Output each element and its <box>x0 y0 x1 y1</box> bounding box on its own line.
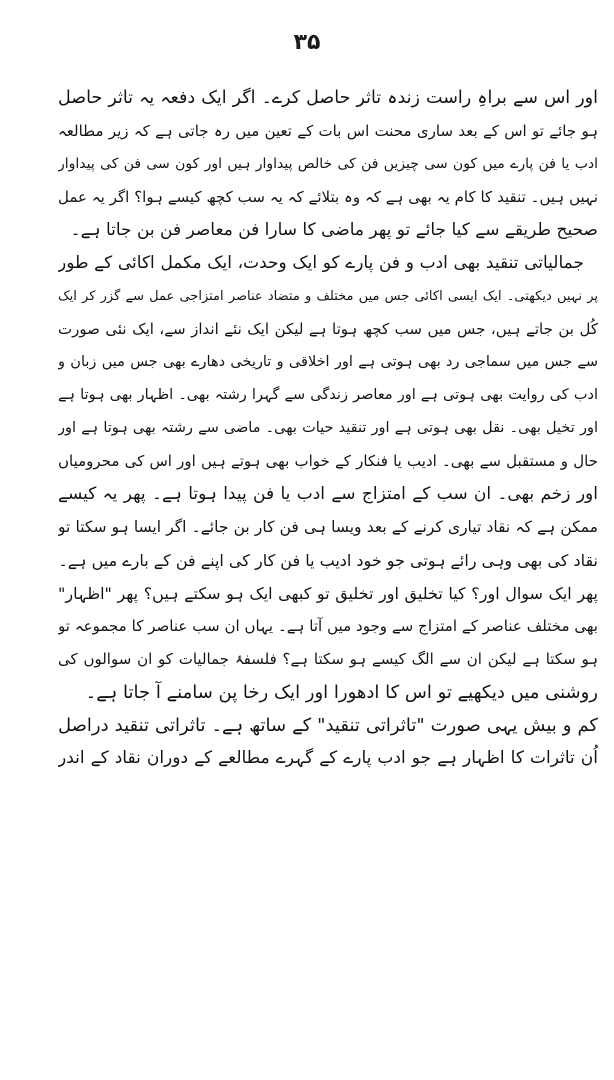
text-line: پر نہیں دیکھتی۔ ایک ایسی اکائی جس میں مختلف و متضاد عناصر امتزاجی عمل سے گزر کر ایک <box>58 289 598 304</box>
body-text <box>58 82 598 775</box>
text-line: نہیں ہیں۔ تنقید کا کام یہ بھی ہے کہ وہ بتلائے کہ یہ سب کچھ کیسے ہوا؟ اگر یہ عمل <box>58 188 598 206</box>
text-line: ہو جائے تو اس کے بعد ساری محنت اس بات کے تعین میں رہ جاتی ہے کہ زیر مطالعہ <box>58 122 598 140</box>
text-line: ہو سکتا ہے لیکن ان سے الگ کیسے ہو سکتا ہے؟ فلسفۂ جمالیات کو ان سوالوں کی <box>58 650 598 668</box>
text-line: کم و بیش یہی صورت "تاثراتی تنقید" کے ساتھ ہے۔ تاثراتی تنقید دراصل <box>58 715 598 736</box>
text-line: ممکن ہے کہ نقاد تیاری کرنے کے بعد ویسا ہی فن کار بن جائے۔ اگر ایسا ہو سکتا تو <box>58 518 598 536</box>
page-number: ۳۵ <box>293 30 321 55</box>
text-line: بھی مختلف عناصر کے امتزاج سے وجود میں آتا ہے۔ یہاں ان سب عناصر کا مجموعہ تو <box>58 617 598 635</box>
text-line: حال و مستقبل سے بھی۔ ادیب یا فنکار کے خواب بھی ہوتے ہیں اور اس کی محرومیاں <box>58 452 598 470</box>
text-line: اور زخم بھی۔ ان سب کے امتزاج سے ادب یا فن پیدا ہوتا ہے۔ پھر یہ کیسے <box>58 484 598 504</box>
text-line: اور اس سے براہِ راست زندہ تاثر حاصل کرے۔ اگر ایک دفعہ یہ تاثر حاصل <box>58 88 598 108</box>
text-line: نقاد کی بھی وہی رائے ہوتی جو خود ادیب یا فن کار کی اپنے فن کے بارے میں ہے۔ <box>58 551 598 570</box>
text-line: سے جس میں سماجی رد بھی ہوتی ہے اور اخلاقی و تاریخی دھارے بھی جس میں زبان و <box>58 354 598 370</box>
text-line: اُن تاثرات کا اظہار ہے جو ادب پارے کے گہرے مطالعے کے دوران نقاد کے اندر <box>58 748 598 768</box>
text-line: پھر ایک سوال اور؟ کیا تخلیق اور تخلیق تو کبھی ایک ہو سکتے ہیں؟ پھر "اظہار" <box>58 584 598 603</box>
text-line: روشنی میں دیکھیے تو اس کا ادھورا اور ایک رخا پن سامنے آ جاتا ہے۔ <box>85 682 598 703</box>
text-line: ادب کی روایت بھی ہوتی ہے اور معاصر زندگی سے گہرا رشتہ بھی۔ اظہار بھی ہوتا ہے <box>58 387 598 403</box>
text-line: جمالیاتی تنقید بھی ادب و فن پارے کو ایک وحدت، ایک مکمل اکائی کے طور <box>58 253 584 273</box>
text-line: ادب یا فن پارے میں کون سی چیزیں فن کی خالص پیداوار ہیں اور کون سی فن کی پیداوار <box>58 156 598 172</box>
text-line: اور تخیل بھی۔ نقل بھی ہوتی ہے اور تنقید حیات بھی۔ ماضی سے رشتہ بھی ہوتا ہے اور <box>58 420 598 436</box>
text-line: کُل بن جاتے ہیں، جس میں سب کچھ ہوتا ہے لیکن ایک نئے انداز سے، ایک نئی صورت <box>58 320 598 338</box>
text-line: صحیح طریقے سے کیا جائے تو پھر ماضی کا سارا فن معاصر فن بن جاتا ہے۔ <box>70 220 598 240</box>
